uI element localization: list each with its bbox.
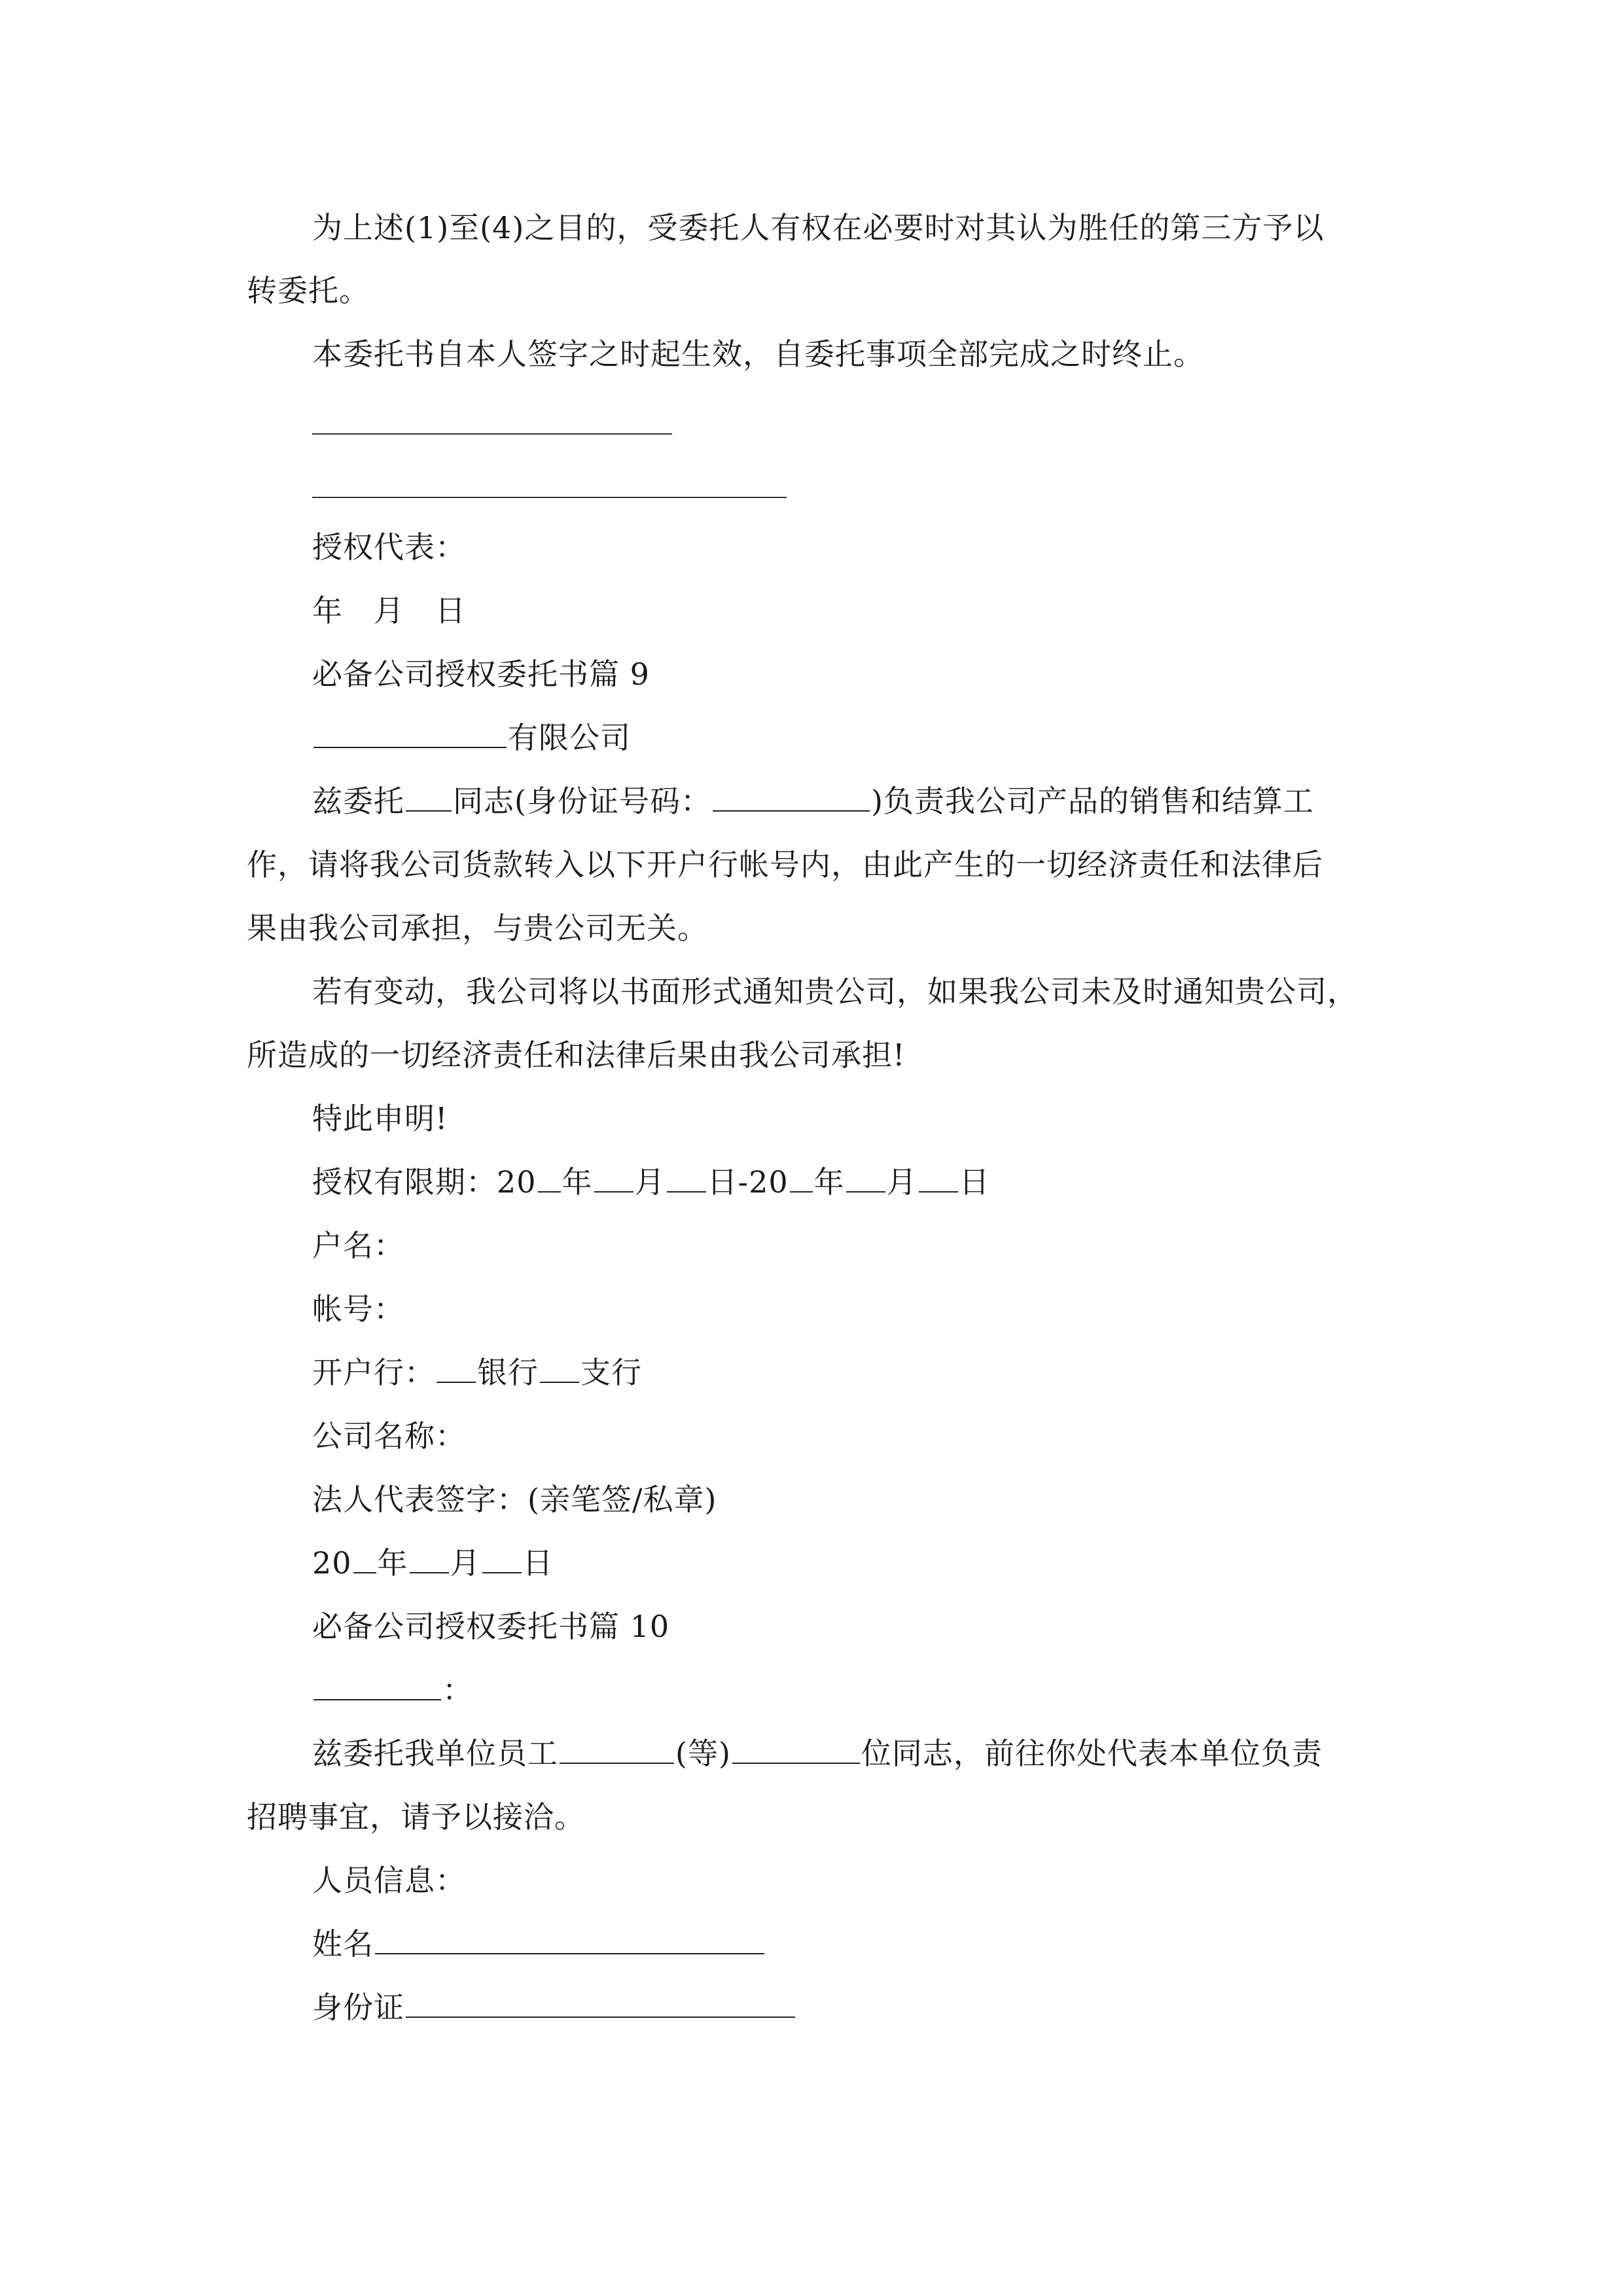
fill-blank xyxy=(313,721,507,748)
fill-blank xyxy=(560,1736,674,1764)
fill-blank xyxy=(482,1546,522,1573)
authorized-representative-label: 授权代表： xyxy=(312,529,466,565)
paragraph-line: 果由我公司承担，与贵公司无关。 xyxy=(247,910,708,946)
section-heading: 必备公司授权委托书篇 10 xyxy=(312,1609,670,1644)
paragraph-line: 若有变动，我公司将以书面形式通知贵公司，如果我公司未及时通知贵公司， xyxy=(312,974,1358,1009)
fill-blank xyxy=(790,1165,813,1193)
fill-blank xyxy=(713,784,870,812)
fill-blank xyxy=(732,1736,860,1764)
legal-rep-signature-label: 法人代表签字：(亲笔签/私章) xyxy=(312,1482,717,1517)
fill-blank xyxy=(540,1355,579,1383)
fill-blank xyxy=(437,1355,476,1383)
section-heading: 必备公司授权委托书篇 9 xyxy=(312,656,650,692)
company-line: 有限公司 xyxy=(312,718,631,757)
fill-blank xyxy=(410,1546,449,1573)
paragraph-line: 本委托书自本人签字之时起生效，自委托事项全部完成之时终止。 xyxy=(312,336,1204,372)
paragraph-line: 兹委托 同志(身份证号码： )负责我公司产品的销售和结算工 xyxy=(312,783,1314,819)
date-line: 20 年 月 日 xyxy=(312,1545,554,1581)
addressee-line: ： xyxy=(312,1670,473,1710)
signature-line xyxy=(312,497,787,498)
fill-blank xyxy=(538,1165,561,1193)
paragraph-line: 转委托。 xyxy=(247,273,370,308)
account-number-label: 帐号： xyxy=(312,1291,404,1327)
fill-blank xyxy=(353,1546,376,1573)
bank-line: 开户行： 银行 支行 xyxy=(312,1355,642,1390)
fill-blank xyxy=(313,1673,441,1700)
fill-blank xyxy=(375,1927,764,1954)
paragraph-line: 所造成的一切经济责任和法律后果由我公司承担! xyxy=(247,1037,906,1073)
fill-blank xyxy=(919,1165,958,1193)
id-card-field-line: 身份证 xyxy=(312,1988,796,2027)
personnel-info-label: 人员信息： xyxy=(312,1863,466,1898)
fill-blank xyxy=(406,1990,795,2018)
fill-blank xyxy=(594,1165,633,1193)
fill-blank xyxy=(406,784,452,812)
date-line: 年 月 日 xyxy=(312,593,466,628)
paragraph-line: 招聘事宜，请予以接洽。 xyxy=(247,1799,585,1835)
account-name-label: 户名： xyxy=(312,1228,404,1263)
fill-blank xyxy=(667,1165,706,1193)
authorization-period: 授权有限期：20 年 月 日-20 年 月 日 xyxy=(312,1164,990,1200)
paragraph-line: 特此申明! xyxy=(312,1101,448,1136)
paragraph-line: 作，请将我公司货款转入以下开户行帐号内，由此产生的一切经济责任和法律后 xyxy=(247,847,1323,882)
fill-blank xyxy=(846,1165,885,1193)
paragraph-line: 兹委托我单位员工 (等) 位同志，前往你处代表本单位负责 xyxy=(312,1736,1323,1771)
name-field-line: 姓名 xyxy=(312,1924,766,1964)
paragraph-line: 为上述(1)至(4)之目的，受委托人有权在必要时对其认为胜任的第三方予以 xyxy=(312,210,1325,245)
signature-line xyxy=(312,433,672,435)
company-name-label: 公司名称： xyxy=(312,1418,466,1454)
